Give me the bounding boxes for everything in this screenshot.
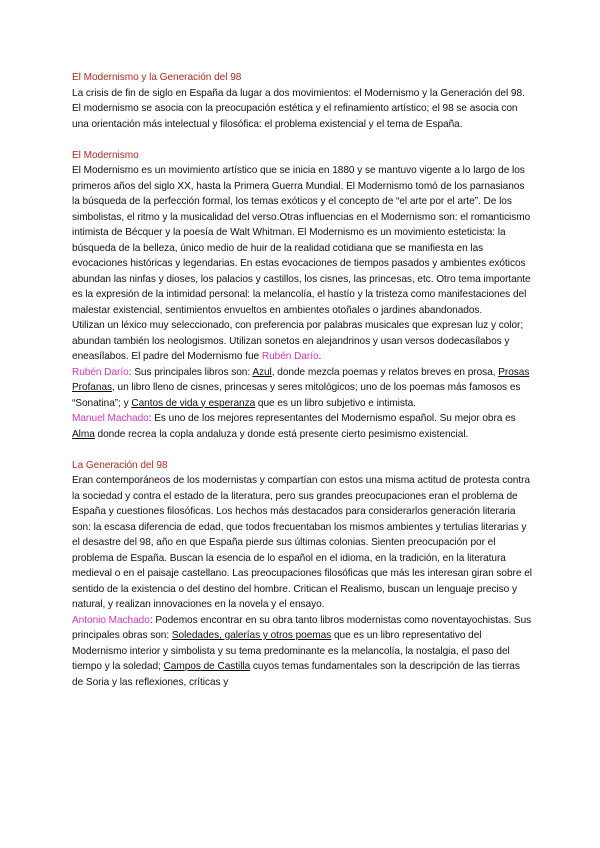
paragraph-text: que es un libro subjetivo e intimista. xyxy=(255,397,416,409)
intro-heading: El Modernismo y la Generación del 98 xyxy=(72,72,242,83)
modernismo-paragraph-1: El Modernismo es un movimiento artístico que se inicia en 1880 y se mantuvo vigente a lo largo de los primeros años del siglo XX, hasta la Primera Guerra Mundial. El Modernismo tomó de los parnasianos la búsqueda de la perfección formal, los temas exóticos y el concepto de “el arte por el arte”. De los simbolistas, el ritmo y la musicalidad del verso.Otras influencias en el Modernismo son: el romanticismo intimista de Bécquer y la poesía de Walt Whitman. El Modernismo es un movimiento esteticista: la búsqueda de la belleza, único medio de huir de la realidad cotidiana que se manifiesta en las evocaciones históricas y legendarias. En estas evocaciones de tiempos pasados y ambientes exóticos abundan las ninfas y dioses, los palacios y castillos, los cisnes, las princesas, etc. Otro tema importante es la expresión de la intimidad personal: la melancolía, el hastío y la tristeza como manifestaciones del malestar existencial, sentimientos envueltos en ambientes otoñales o jardines abandonados. xyxy=(72,165,531,316)
paragraph-text: : Podemos encontrar en su obra tanto libros modernistas como noventayochistas. Sus principales obras son: xyxy=(72,614,532,641)
generacion-paragraph-1: Eran contemporáneos de los modernistas y compartían con estos una misma actitud de protesta contra la sociedad y contra el estado de la literatura, pero sus grandes preocupaciones eran el problema de España y cuestiones filosóficas. Los hechos más destacados para considerarlos generación literaria son: la escasa diferencia de edad, que todos frecuentaban los mismos ambientes y tertulias literarias y el desastre del 98, año en que España pierde sus últimas colonias. Sienten preocupación por el problema de España. Buscan la esencia de lo español en el idioma, en la tradición, en la literatura medieval o en el paisaje castellano. Las preocupaciones filosóficas que más les interesan giran sobre el sentido de la existencia o del destino del hombre. Critican el Realismo, buscan un lenguaje preciso y natural, y realizan innovaciones en la novela y el ensayo. xyxy=(72,475,532,610)
author-name-antonio-machado: Antonio Machado xyxy=(72,614,150,626)
paragraph-text: cuyos temas fundamentales son la descripción de las tierras de Soria y las reflexiones, críticas y xyxy=(72,661,520,688)
paragraph-text: : Es uno de los mejores representantes del Modernismo español. Su mejor obra es xyxy=(148,413,516,424)
document-page xyxy=(72,70,532,690)
paragraph-text: Utilizan un léxico muy seleccionado, con preferencia por palabras musicales que expresan luz y color; abundan también los neologismos. Utilizan sonetos en alejandrinos y usan versos dodecasílabos y eneasílabos. El padre del Modernismo fue xyxy=(72,320,524,362)
manuel-machado-paragraph xyxy=(72,411,532,442)
author-name-dario: Rubén Darío xyxy=(72,366,129,378)
paragraph-text: que es un libro representativo del Modernismo interior y simbolista y su tema predominante es la melancolía, la nostalgia, el paso del tiempo y la soledad; xyxy=(72,630,510,672)
spacer xyxy=(72,132,532,148)
author-name-manuel-machado: Manuel Machado xyxy=(72,413,149,424)
modernismo-heading: El Modernismo xyxy=(72,149,139,161)
intro-paragraph: La crisis de fin de siglo en España da lugar a dos movimientos: el Modernismo y la Generación del 98. El modernismo se asocia con la preocupación estética y el refinamiento artístico; el 98 se asocia con una orientación más intelectual y filosófica: el problema existencial y el tema de España. xyxy=(72,87,525,130)
paragraph-text: : Sus principales libros son: xyxy=(128,366,253,378)
book-title-azul: Azul xyxy=(252,366,272,378)
paragraph-text: , donde mezcla poemas y relatos breves en prosa, xyxy=(271,366,499,378)
spacer xyxy=(72,442,532,458)
generacion-heading: La Generación del 98 xyxy=(72,459,168,471)
paragraph-text: , un libro lleno de cisnes, princesas y seres mitológicos; uno de los poemas más famosos es “Sonatina”; y xyxy=(72,382,521,409)
paragraph-text: . xyxy=(318,351,322,362)
book-title-campos-de-castilla: Campos de Castilla xyxy=(163,661,251,672)
author-name-dario: Rubén Darío xyxy=(261,351,319,362)
modernismo-paragraph-2 xyxy=(72,318,532,365)
book-title-soledades: Soledades, galerías y otros poemas xyxy=(171,630,332,641)
book-title-prosas-profanas: Prosas Profanas xyxy=(72,366,530,393)
book-title-cantos: Cantos de vida y esperanza xyxy=(131,397,256,409)
paragraph-text: donde recrea la copla andaluza y donde está presente cierto pesimismo existencial. xyxy=(94,428,469,440)
book-title-alma: Alma xyxy=(72,428,95,440)
dario-paragraph xyxy=(72,365,532,412)
antonio-machado-paragraph xyxy=(72,613,532,691)
